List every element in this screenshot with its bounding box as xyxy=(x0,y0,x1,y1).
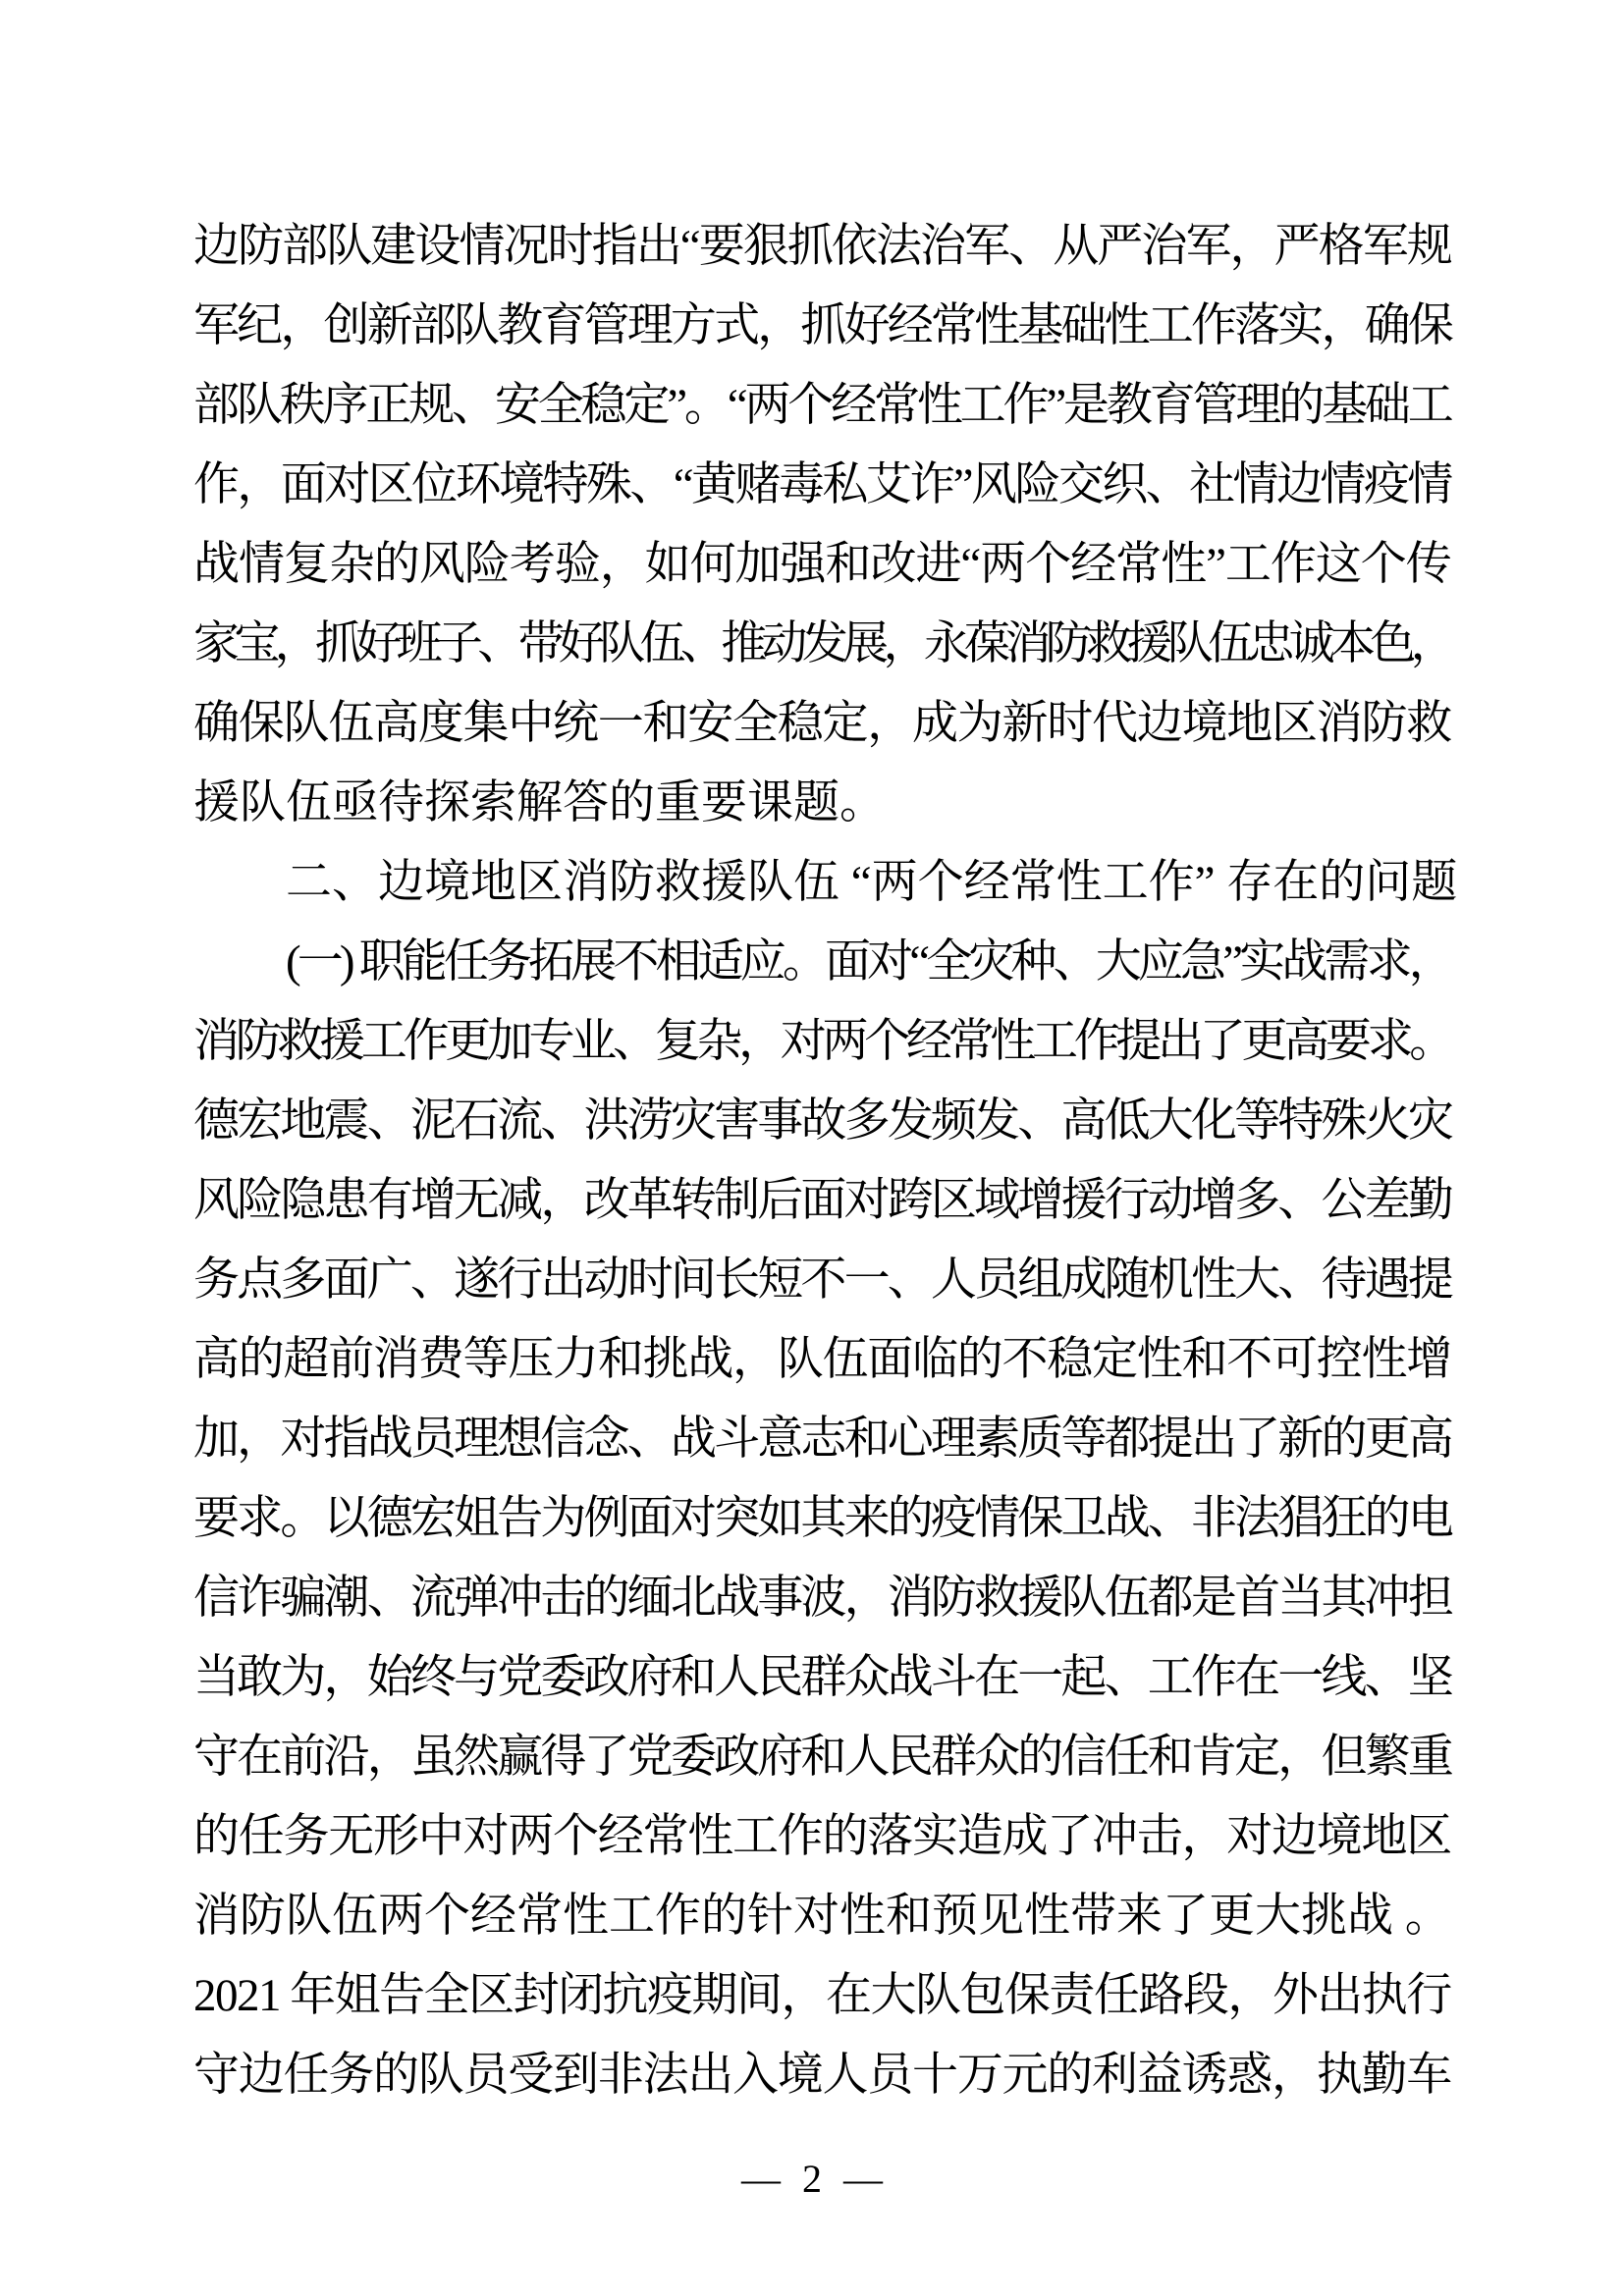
page-number: 2 xyxy=(802,2157,822,2201)
text-line: 军纪，创新部队教育管理方式，抓好经常性基础性工作落实，确保 xyxy=(193,300,1451,351)
text-line: 作，面对区位环境特殊、“黄赌毒私艾诈”风险交织、社情边情疫情 xyxy=(193,459,1451,510)
text-line: 的任务无形中对两个经常性工作的落实造成了冲击，对边境地区 xyxy=(193,1811,1451,1862)
document-text-block xyxy=(193,207,1458,2115)
text-line: 消防救援工作更加专业、复杂，对两个经常性工作提出了更高要求。 xyxy=(193,1016,1451,1067)
text-line: 确保队伍高度集中统一和安全稳定，成为新时代边境地区消防救 xyxy=(193,698,1451,749)
text-line: 战情复杂的风险考验，如何加强和改进“两个经常性”工作这个传 xyxy=(193,539,1451,590)
footer-dash-left: — xyxy=(741,2157,781,2201)
text-line: (一) 职能任务拓展不相适应。面对“全灾种、大应急”实战需求， xyxy=(286,936,1451,988)
page-footer xyxy=(0,2156,1624,2203)
text-line: 当敢为，始终与党委政府和人民群众战斗在一起、工作在一线、坚 xyxy=(193,1652,1451,1703)
text-line: 务点多面广、遂行出动时间长短不一、人员组成随机性大、待遇提 xyxy=(193,1255,1451,1306)
text-line: 援队伍亟待探索解答的重要课题。 xyxy=(193,777,886,828)
footer-dash-right: — xyxy=(843,2157,883,2201)
text-line: 德宏地震、泥石流、洪涝灾害事故多发频发、高低大化等特殊火灾 xyxy=(193,1095,1451,1147)
text-line: 守在前沿，虽然赢得了党委政府和人民群众的信任和肯定，但繁重 xyxy=(193,1732,1451,1783)
text-line: 消防队伍两个经常性工作的针对性和预见性带来了更大挑战 。 xyxy=(193,1891,1451,1942)
text-line: 要求。以德宏姐告为例面对突如其来的疫情保卫战、非法猖狂的电 xyxy=(193,1493,1451,1544)
text-line: 2021 年姐告全区封闭抗疫期间，在大队包保责任路段，外出执行 xyxy=(193,1970,1451,2021)
text-line: 二、边境地区消防救援队伍 “两个经常性工作” 存在的问题 xyxy=(286,857,1458,908)
text-line: 家宝，抓好班子、带好队伍、推动发展，永葆消防救援队伍忠诚本色， xyxy=(193,618,1451,669)
text-line: 信诈骗潮、流弹冲击的缅北战事波，消防救援队伍都是首当其冲担 xyxy=(193,1573,1451,1624)
text-line: 加，对指战员理想信念、战斗意志和心理素质等都提出了新的更高 xyxy=(193,1414,1451,1465)
text-line: 高的超前消费等压力和挑战，队伍面临的不稳定性和不可控性增 xyxy=(193,1334,1451,1385)
text-line: 守边任务的队员受到非法出入境人员十万元的利益诱惑，执勤车 xyxy=(193,2050,1451,2101)
text-line: 边防部队建设情况时指出“要狠抓依法治军、从严治军，严格军规 xyxy=(193,221,1451,272)
text-line: 风险隐患有增无减，改革转制后面对跨区域增援行动增多、公差勤 xyxy=(193,1175,1451,1226)
text-line: 部队秩序正规、安全稳定”。“两个经常性工作”是教育管理的基础工 xyxy=(193,380,1451,431)
